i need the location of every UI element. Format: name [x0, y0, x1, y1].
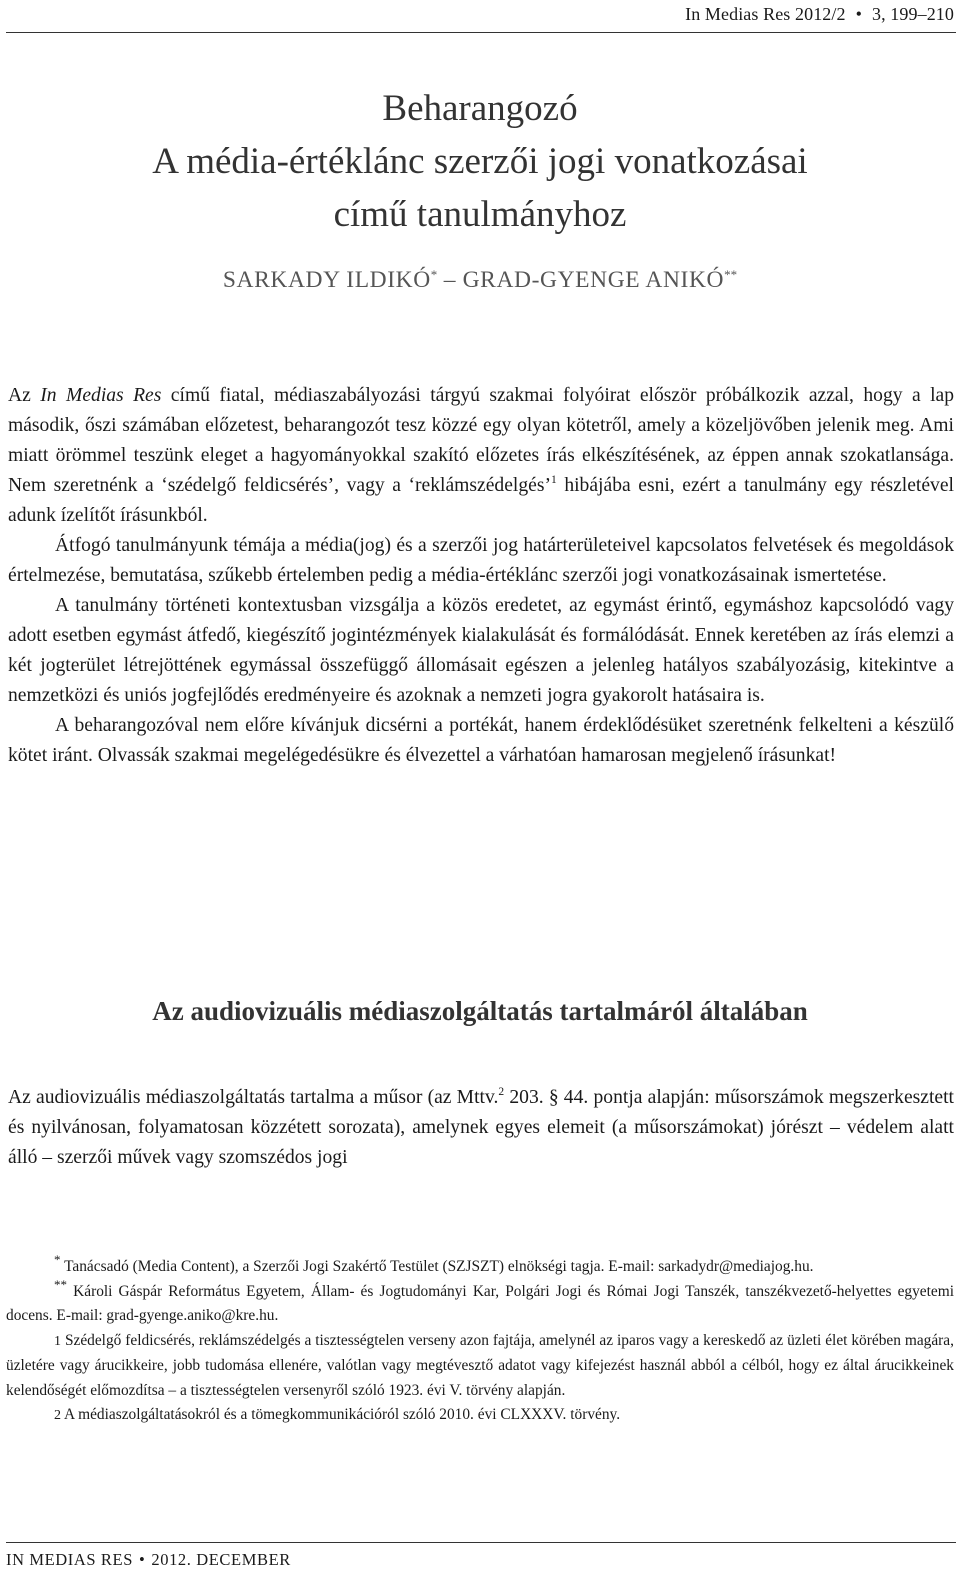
- author-line: [0, 267, 960, 294]
- title-line-3: című tanulmányhoz: [333, 194, 627, 235]
- page-footer: [6, 1550, 291, 1570]
- article-title: [0, 82, 960, 241]
- intro-paragraph-4: A beharangozóval nem előre kívánjuk dicsérni a portékát, hanem érdeklődésüket szeretnénk felkelteni a készülő kötet iránt. Olvassák szakmai megelégedésükre és élvezettel a várhatóan hamarosan megjelenő írásunkat!: [8, 715, 954, 766]
- footer-journal: IN MEDIAS RES: [6, 1550, 133, 1569]
- footnote-ref-1[interactable]: 1: [551, 474, 557, 486]
- footnote-3-mark: 1: [54, 1333, 61, 1349]
- footnote-1-mark: *: [54, 1252, 61, 1267]
- journal-volume: In Medias Res 2012/2: [685, 4, 846, 24]
- footnote-1: [6, 1252, 954, 1280]
- author-1: SARKADY ILDIKÓ: [222, 267, 431, 293]
- footnote-2-text: Károli Gáspár Református Egyetem, Állam- és Jogtudományi Kar, Polgári Jogi és Római Jogi Tanszék, tanszékvezető-helyettes egyetemi docens. E-mail: grad-gyenge.aniko@kre.hu.: [6, 1282, 954, 1324]
- author-1-footnote-mark[interactable]: *: [430, 267, 438, 282]
- footnote-3: [6, 1329, 954, 1404]
- footnote-4: [6, 1403, 954, 1429]
- issue-pages: 3, 199–210: [872, 4, 954, 24]
- author-2-footnote-mark[interactable]: **: [724, 267, 738, 282]
- header-bullet: •: [855, 4, 862, 24]
- section-heading: Az audiovizuális médiaszolgáltatás tartalmáról általában: [152, 996, 808, 1026]
- footer-date: 2012. DECEMBER: [151, 1550, 291, 1569]
- intro-paragraph-3: A tanulmány történeti kontextusban vizsgálja a közös eredetet, az egymást érintő, egymáshoz kapcsolódó vagy adott esetben egymást átfedő, kiegészítő jogintézmények kialakulását és formálódását. Ennek keretében az írás elemzi a két jogterület létrejöttének egymással összefüggő állomásait egészen a jelenleg hatályos szabályozásig, kitekintve a nemzetközi és uniós jogfejlődés eredményeire és azoknak a nemzeti jogra gyakorolt hatásaira is.: [8, 595, 954, 706]
- intro-section: [8, 381, 954, 771]
- footnote-2-mark: **: [54, 1276, 67, 1292]
- title-line-2: A média-értéklánc szerzői jogi vonatkozásai: [152, 141, 808, 182]
- section-paragraph-1: [8, 1083, 954, 1173]
- intro-p1-end: hibájába esni, ezért a tanulmány egy részletével adunk ízelítőt írásunkból.: [8, 475, 954, 526]
- footnote-1-text: Tanácsadó (Media Content), a Szerzői Jogi Szakértő Testület (SZJSZT) elnökségi tagja. E-mail: sarkadydr@mediajog.hu.: [64, 1258, 814, 1275]
- footnote-3-text: Szédelgő feldicsérés, reklámszédelgés a tisztességtelen verseny azon fajtája, amelynél az iparos vagy a kereskedő az üzleti élet körében magára, üzletére vagy árucikkeire, jobb tudomása ellenére, valótlan vagy megtévesztő adatot vagy kifejezést használ abból a célból, hogy ez által árucikkeinek kelendőségét előmozdítsa – a tisztességtelen versenyről szóló 1923. évi V. törvény alapján.: [6, 1331, 954, 1399]
- journal-name-italic: In Medias Res: [40, 385, 162, 406]
- section-p1-start: Az audiovizuális médiaszolgáltatás tartalma a műsor (az Mttv.: [8, 1087, 499, 1108]
- footnote-ref-2[interactable]: 2: [498, 1086, 505, 1098]
- footnotes: [6, 1252, 954, 1429]
- footnote-4-text: A médiaszolgáltatásokról és a tömegkommunikációról szóló 2010. évi CLXXXV. törvény.: [64, 1406, 621, 1423]
- header-rule: [6, 32, 956, 33]
- footnote-4-mark: 2: [54, 1408, 61, 1423]
- author-2: GRAD-GYENGE ANIKÓ: [462, 267, 725, 293]
- footer-bullet: •: [138, 1550, 146, 1569]
- section-body: [8, 1083, 954, 1173]
- intro-paragraph-2: Átfogó tanulmányunk témája a média(jog) és a szerzői jog határterületeivel kapcsolatos felvetések és megoldások értelmezése, bemutatása, szűkebb értelemben pedig a média-értéklánc szerzői jogi vonatkozásainak ismertetése.: [8, 535, 954, 586]
- intro-p1-start: Az: [8, 385, 41, 406]
- footer-rule: [6, 1542, 956, 1543]
- intro-p1-middle: című fiatal, médiaszabályozási tárgyú szakmai folyóirat először próbálkozik azzal, hogy a lap második, őszi számában előzetest, beharangozót tesz közzé egy olyan kötetről, amely a közeljövőben jelenik meg. Ami miatt örömmel teszünk eleget a hagyományokkal szakító előzetes írás elkészítésének, az éppen annak szokatlansága. Nem szeretnénk a ‘szédelgő feldicsérés’, vagy a ‘reklámszédelgés’: [8, 385, 955, 496]
- section-p1-end: 203. § 44. pontja alapján: műsorszámok megszerkesztett és nyilvánosan, folyamatosan közzétett sorozata), amelynek egyes elemeit (a műsorszámokat) jórészt – védelem alatt álló – szerzői művek vagy szomszédos jogi: [8, 1087, 954, 1168]
- author-separator: –: [437, 267, 463, 293]
- title-line-1: Beharangozó: [382, 88, 578, 129]
- running-header: [685, 4, 954, 25]
- intro-paragraph-1: [8, 381, 954, 531]
- footnote-2: [6, 1276, 954, 1329]
